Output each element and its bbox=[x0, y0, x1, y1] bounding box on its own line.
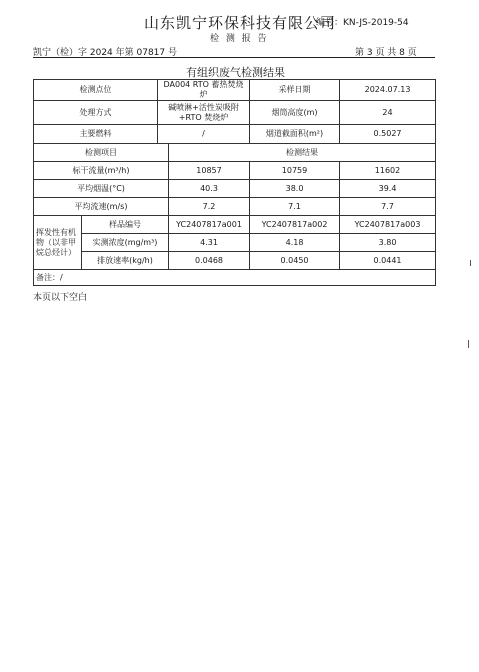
row-label: 平均流速(m/s) bbox=[34, 198, 169, 216]
remark: 备注：/ bbox=[34, 270, 436, 286]
result-value: 11602 bbox=[340, 162, 436, 180]
table-row bbox=[34, 270, 436, 286]
stack-height-value: 24 bbox=[340, 101, 436, 125]
voc-group-label: 挥发性有机物（以非甲烷总烃计） bbox=[34, 216, 82, 270]
table-row bbox=[34, 198, 436, 216]
result-value: 7.1 bbox=[250, 198, 340, 216]
result-value: 7.7 bbox=[340, 198, 436, 216]
table-row bbox=[34, 80, 436, 101]
area-value: 0.5027 bbox=[340, 125, 436, 144]
result-value: 4.18 bbox=[250, 234, 340, 252]
fuel-label: 主要燃料 bbox=[34, 125, 158, 144]
result-value: 0.0441 bbox=[340, 252, 436, 270]
result-value: 7.2 bbox=[169, 198, 250, 216]
point-value: DA004 RTO 蓄热焚烧炉 bbox=[158, 80, 250, 101]
result-value: 10857 bbox=[169, 162, 250, 180]
row-label: 平均烟温(°C) bbox=[34, 180, 169, 198]
table-row bbox=[34, 252, 436, 270]
table-title: 有组织废气检测结果 bbox=[186, 66, 285, 79]
fuel-value: / bbox=[158, 125, 250, 144]
table-row bbox=[34, 234, 436, 252]
header-divider bbox=[33, 57, 435, 58]
page-info: 第 3 页 共 8 页 bbox=[355, 48, 417, 58]
sample-id: YC2407817a002 bbox=[250, 216, 340, 234]
report-number: 凯宁（检）字 2024 年第 07817 号 bbox=[33, 48, 177, 58]
sample-id: YC2407817a003 bbox=[340, 216, 436, 234]
result-value: 0.0468 bbox=[169, 252, 250, 270]
result-value: 39.4 bbox=[340, 180, 436, 198]
item-header: 检测项目 bbox=[34, 144, 169, 162]
scan-mark bbox=[470, 260, 471, 266]
row-label: 实测浓度(mg/m³) bbox=[82, 234, 169, 252]
area-label: 烟道截面积(m²) bbox=[250, 125, 340, 144]
report-subtitle: 检 测 报 告 bbox=[210, 34, 269, 44]
result-header: 检测结果 bbox=[169, 144, 436, 162]
table-row bbox=[34, 101, 436, 125]
sample-id: YC2407817a001 bbox=[169, 216, 250, 234]
process-label: 处理方式 bbox=[34, 101, 158, 125]
result-value: 40.3 bbox=[169, 180, 250, 198]
table-row bbox=[34, 216, 436, 234]
result-value: 4.31 bbox=[169, 234, 250, 252]
point-label: 检测点位 bbox=[34, 80, 158, 101]
company-name: 山东凯宁环保科技有限公司 bbox=[144, 14, 337, 32]
row-label: 排放速率(kg/h) bbox=[82, 252, 169, 270]
table-row bbox=[34, 125, 436, 144]
result-value: 38.0 bbox=[250, 180, 340, 198]
process-value: 碱喷淋+活性炭吸附+RTO 焚烧炉 bbox=[158, 101, 250, 125]
row-label: 标干流量(m³/h) bbox=[34, 162, 169, 180]
table-row bbox=[34, 180, 436, 198]
row-label: 样品编号 bbox=[82, 216, 169, 234]
document-number: 编号：KN-JS-2019-54 bbox=[316, 18, 409, 28]
date-label: 采样日期 bbox=[250, 80, 340, 101]
table-row bbox=[34, 162, 436, 180]
result-value: 0.0450 bbox=[250, 252, 340, 270]
results-table bbox=[33, 79, 436, 286]
table-row bbox=[34, 144, 436, 162]
date-value: 2024.07.13 bbox=[340, 80, 436, 101]
result-value: 10759 bbox=[250, 162, 340, 180]
result-value: 3.80 bbox=[340, 234, 436, 252]
footer-note: 本页以下空白 bbox=[33, 293, 88, 303]
stack-height-label: 烟筒高度(m) bbox=[250, 101, 340, 125]
scan-mark bbox=[468, 340, 469, 348]
